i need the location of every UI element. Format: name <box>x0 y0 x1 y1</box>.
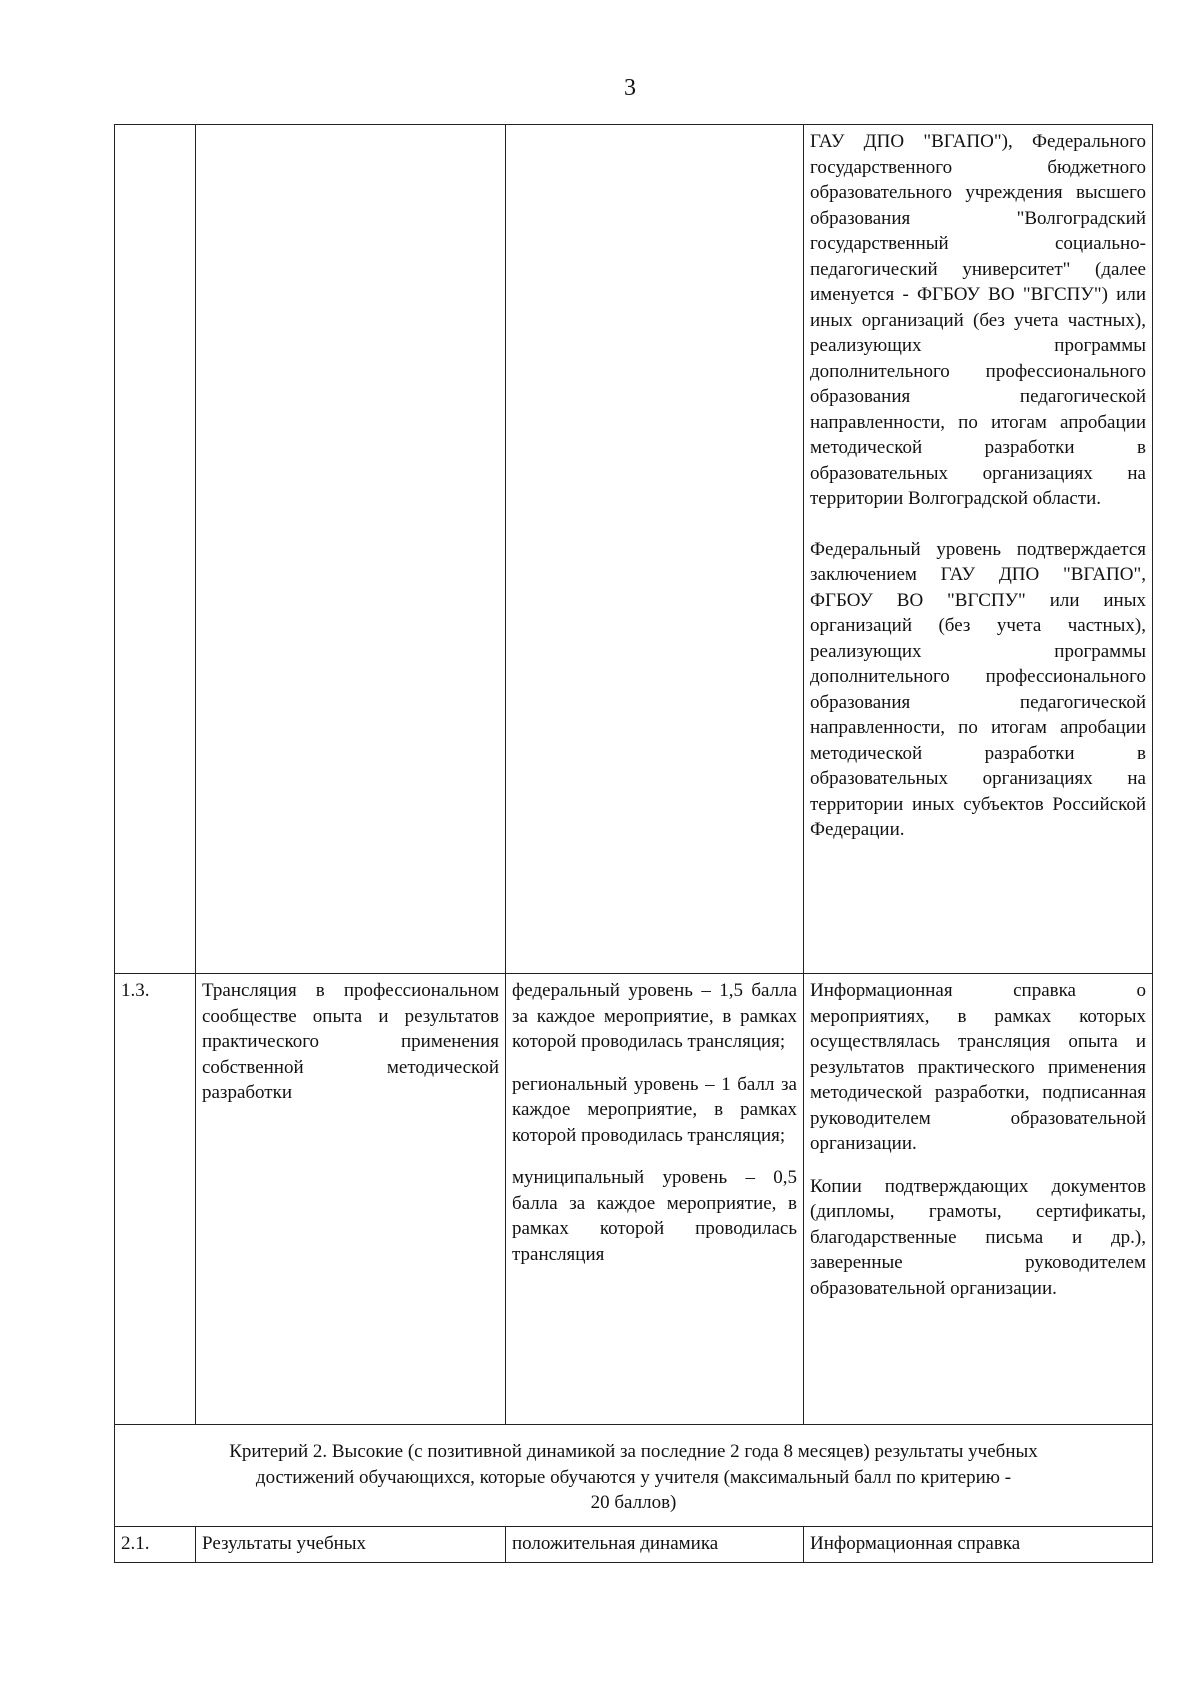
indicator-cell <box>196 125 506 974</box>
confirmation-paragraph: Копии подтверждающих документов (дипломы, грамоты, сертификаты, благодарственные письма и др.), заверенные руководителем образовательной организации. <box>810 1175 1146 1299</box>
evaluation-federal: федеральный уровень – 1,5 балла за каждое мероприятие, в рамках которой проводилась трансляция; <box>512 980 797 1052</box>
evaluation-regional: региональный уровень – 1 балл за каждое мероприятие, в рамках которой проводилась трансляция; <box>512 1073 797 1146</box>
row-number <box>115 125 196 974</box>
indicator-cell: Результаты учебных <box>196 1526 506 1563</box>
criteria-table <box>114 124 1153 1563</box>
evaluation-cell <box>506 974 804 1425</box>
table-row-criterion-2 <box>115 1425 1153 1527</box>
confirmation-cell <box>804 974 1153 1425</box>
evaluation-cell: положительная динамика <box>506 1526 804 1563</box>
criterion-heading <box>115 1425 1153 1527</box>
evaluation-cell <box>506 125 804 974</box>
table-row-continuation <box>115 125 1153 974</box>
confirmation-paragraph: ГАУ ДПО "ВГАПО"), Федерального государственного бюджетного образовательного учреждения высшего образования "Волгоградский государственный социально-педагогический университет" (далее именуется - ФГБОУ ВО "ВГСПУ") или иных организаций (без учета частных), реализующих программы дополнительного профессионального образования педагогической направленности, по итогам апробации методической разработки в образовательных организациях на территории Волгоградской области. <box>810 131 1146 509</box>
page-number: 3 <box>624 75 636 101</box>
row-number: 2.1. <box>115 1526 196 1563</box>
row-number: 1.3. <box>115 974 196 1425</box>
confirmation-paragraph: Информационная справка о мероприятиях, в рамках которых осуществлялась трансляция опыта и результатов практического применения методической разработки, подписанная руководителем образовательной организации. <box>810 980 1146 1154</box>
confirmation-cell: Информационная справка <box>804 1526 1153 1563</box>
indicator-cell: Трансляция в профессиональном сообществе опыта и результатов практического применения собственной методической разработки <box>196 974 506 1425</box>
criterion-line: Критерий 2. Высокие (с позитивной динамикой за последние 2 года 8 месяцев) результаты учебных <box>229 1441 1038 1462</box>
table-row-1-3 <box>115 974 1153 1425</box>
confirmation-cell <box>804 125 1153 974</box>
evaluation-municipal: муниципальный уровень – 0,5 балла за каждое мероприятие, в рамках которой проводилась трансляция <box>512 1167 797 1265</box>
criterion-line: достижений обучающихся, которые обучаются у учителя (максимальный балл по критерию - <box>255 1466 1012 1488</box>
table-row-2-1 <box>115 1526 1153 1563</box>
confirmation-paragraph: Федеральный уровень подтверждается заключением ГАУ ДПО "ВГАПО", ФГБОУ ВО "ВГСПУ" или иных организаций (без учета частных), реализующих программы дополнительного профессионального образования педагогической направленности, по итогам апробации методической разработки в образовательных организациях на территории иных субъектов Российской Федерации. <box>810 538 1146 840</box>
criterion-line: 20 баллов) <box>590 1492 677 1513</box>
